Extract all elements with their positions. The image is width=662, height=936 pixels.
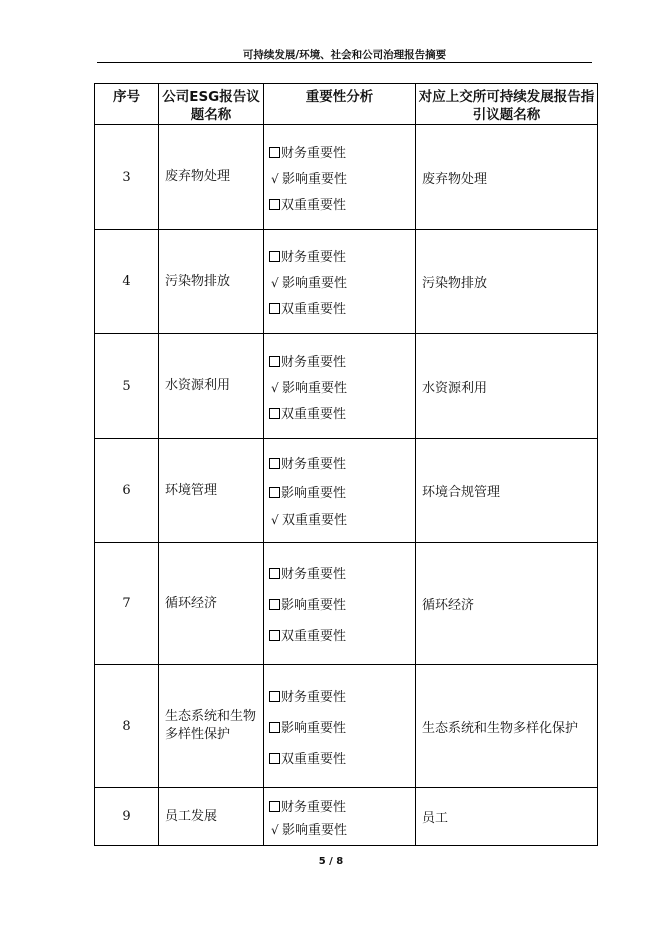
row-number: 6 <box>95 439 159 543</box>
row-number: 9 <box>95 788 159 846</box>
materiality-option <box>269 563 415 582</box>
materiality-option <box>269 453 415 472</box>
checkbox-empty-icon <box>269 251 280 262</box>
topic-name: 员工发展 <box>159 788 264 846</box>
materiality-option <box>269 594 415 613</box>
materiality-option-label: 财务重要性 <box>281 567 347 582</box>
checkmark-icon: √ <box>271 276 279 290</box>
materiality-option-label: 影响重要性 <box>282 276 348 291</box>
header-divider <box>97 62 592 63</box>
topic-name: 环境管理 <box>159 439 264 543</box>
materiality-option-label: 影响重要性 <box>281 720 347 736</box>
materiality-option-label: 双重重要性 <box>282 513 348 528</box>
materiality-option <box>269 272 415 291</box>
row-number: 3 <box>95 125 159 230</box>
table-row <box>95 439 598 543</box>
table-row <box>95 665 598 788</box>
materiality-option-label: 双重重要性 <box>281 629 347 644</box>
page-number: 5 / 8 <box>318 856 344 867</box>
materiality-option <box>269 194 415 213</box>
materiality-option <box>269 717 415 736</box>
checkmark-icon: √ <box>271 171 279 186</box>
materiality-option <box>269 377 415 396</box>
materiality-option <box>269 403 415 422</box>
materiality-option <box>269 298 415 317</box>
materiality-option <box>269 686 415 705</box>
sse-topic-name: 循环经济 <box>416 543 598 665</box>
materiality-options <box>264 665 416 788</box>
materiality-option <box>269 748 415 767</box>
materiality-option-label: 双重重要性 <box>281 751 347 767</box>
col-header-no: 序号 <box>95 84 159 125</box>
checkbox-empty-icon <box>269 568 280 579</box>
materiality-option-label: 影响重要性 <box>281 486 347 501</box>
materiality-option <box>269 509 415 528</box>
materiality-option-label: 影响重要性 <box>282 822 348 838</box>
row-number: 7 <box>95 543 159 665</box>
esg-topic-table <box>94 83 598 846</box>
materiality-options <box>264 439 416 543</box>
checkbox-empty-icon <box>269 303 280 314</box>
materiality-option-label: 财务重要性 <box>281 689 347 705</box>
materiality-option-label: 影响重要性 <box>281 598 347 613</box>
materiality-option <box>269 482 415 501</box>
checkmark-icon: √ <box>271 822 279 837</box>
checkbox-empty-icon <box>269 722 280 733</box>
materiality-option-label: 财务重要性 <box>281 457 347 472</box>
materiality-options <box>264 125 416 230</box>
row-number: 4 <box>95 230 159 334</box>
sse-topic-name: 污染物排放 <box>416 230 598 334</box>
materiality-options <box>264 230 416 334</box>
checkbox-empty-icon <box>269 199 280 210</box>
table-row <box>95 788 598 846</box>
page-header-title: 可持续发展/环境、社会和公司治理报告摘要 <box>242 49 447 61</box>
checkbox-empty-icon <box>269 408 280 419</box>
materiality-option-label: 财务重要性 <box>281 145 347 161</box>
table-row <box>95 334 598 439</box>
materiality-option <box>269 168 415 187</box>
materiality-option-label: 影响重要性 <box>282 171 348 187</box>
checkbox-empty-icon <box>269 599 280 610</box>
checkmark-icon: √ <box>271 513 279 527</box>
col-header-sse-topic: 对应上交所可持续发展报告指引议题名称 <box>416 84 598 125</box>
checkbox-empty-icon <box>269 630 280 641</box>
materiality-option-label: 双重重要性 <box>281 302 347 317</box>
sse-topic-name: 水资源利用 <box>416 334 598 439</box>
topic-name: 废弃物处理 <box>159 125 264 230</box>
col-header-topic: 公司ESG报告议题名称 <box>159 84 264 125</box>
table-row <box>95 230 598 334</box>
materiality-option-label: 双重重要性 <box>281 406 347 422</box>
checkbox-empty-icon <box>269 487 280 498</box>
materiality-option <box>269 351 415 370</box>
materiality-option <box>269 625 415 644</box>
materiality-option <box>269 796 415 815</box>
topic-name: 循环经济 <box>159 543 264 665</box>
sse-topic-name: 生态系统和生物多样化保护 <box>416 665 598 788</box>
checkbox-empty-icon <box>269 356 280 367</box>
sse-topic-name: 废弃物处理 <box>416 125 598 230</box>
materiality-option-label: 财务重要性 <box>281 354 347 370</box>
topic-name: 水资源利用 <box>159 334 264 439</box>
materiality-options <box>264 788 416 846</box>
table-row <box>95 125 598 230</box>
materiality-option-label: 双重重要性 <box>281 197 347 213</box>
checkbox-empty-icon <box>269 691 280 702</box>
sse-topic-name: 员工 <box>416 788 598 846</box>
materiality-option-label: 财务重要性 <box>281 250 347 265</box>
row-number: 8 <box>95 665 159 788</box>
materiality-option <box>269 142 415 161</box>
sse-topic-name: 环境合规管理 <box>416 439 598 543</box>
checkbox-empty-icon <box>269 458 280 469</box>
materiality-options <box>264 334 416 439</box>
checkbox-empty-icon <box>269 801 280 812</box>
table-row <box>95 543 598 665</box>
checkbox-empty-icon <box>269 147 280 158</box>
materiality-options <box>264 543 416 665</box>
col-header-materiality: 重要性分析 <box>264 84 416 125</box>
materiality-option <box>269 819 415 838</box>
row-number: 5 <box>95 334 159 439</box>
materiality-option <box>269 246 415 265</box>
checkmark-icon: √ <box>271 380 279 395</box>
materiality-option-label: 影响重要性 <box>282 380 348 396</box>
topic-name: 污染物排放 <box>159 230 264 334</box>
checkbox-empty-icon <box>269 753 280 764</box>
topic-name: 生态系统和生物多样性保护 <box>159 665 264 788</box>
materiality-option-label: 财务重要性 <box>281 799 347 815</box>
